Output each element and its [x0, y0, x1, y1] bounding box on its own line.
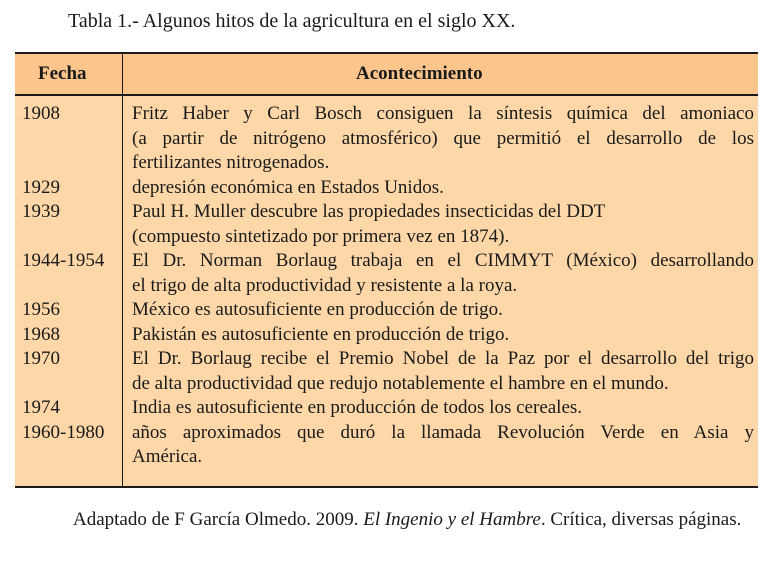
milestones-table: [15, 52, 758, 488]
row-event: [132, 347, 754, 396]
event-line: México es autosuficiente en producción de trigo.: [132, 299, 503, 320]
event-line: (a partir de nitrógeno atmosférico) que permitió el desarrollo de los: [132, 127, 754, 149]
row-date: 1944-1954: [22, 250, 105, 271]
source-note: [15, 508, 758, 532]
row-event: [132, 249, 754, 298]
row-event: [132, 200, 754, 249]
row-date: 1939: [22, 201, 60, 222]
source-book-title: El Ingenio y el Hambre: [363, 509, 541, 530]
table-row: [15, 323, 758, 348]
table-row: [15, 102, 758, 176]
event-line: de alta productividad que redujo notablemente el hambre en el mundo.: [132, 372, 669, 394]
row-date: 1970: [22, 348, 60, 369]
event-line: años aproximados que duró la llamada Revolución Verde en Asia y: [132, 421, 754, 443]
event-line: El Dr. Borlaug recibe el Premio Nobel de la Paz por el desarrollo del trigo: [132, 348, 754, 369]
row-event: [132, 323, 754, 348]
row-event: [132, 298, 754, 323]
row-event: [132, 396, 754, 421]
event-line: India es autosuficiente en producción de todos los cereales.: [132, 397, 583, 418]
row-date: 1960-1980: [22, 421, 105, 443]
event-line: Fritz Haber y Carl Bosch consiguen la síntesis química del amoniaco: [132, 103, 754, 124]
table-row: [15, 176, 758, 201]
event-line: Paul H. Muller descubre las propiedades insecticidas del DDT: [132, 201, 606, 222]
table-row: [15, 347, 758, 396]
row-event: [132, 421, 754, 470]
event-line: Pakistán es autosuficiente en producción de trigo.: [132, 323, 510, 345]
event-line: fertilizantes nitrogenados.: [132, 152, 330, 173]
table-row: [15, 298, 758, 323]
event-line: (compuesto sintetizado por primera vez en 1874).: [132, 225, 510, 247]
row-date: 1968: [22, 323, 60, 345]
column-header-date: Fecha: [38, 63, 87, 84]
row-date: 1956: [22, 299, 60, 320]
source-suffix: . Crítica, diversas páginas.: [540, 509, 742, 530]
column-header-event: Acontecimiento: [356, 63, 483, 84]
event-line: El Dr. Norman Borlaug trabaja en el CIMMYT (México) desarrollando: [132, 250, 754, 271]
table-row: [15, 396, 758, 421]
row-date: 1974: [22, 397, 60, 418]
table-caption: Tabla 1.- Algunos hitos de la agricultura en el siglo XX.: [68, 10, 516, 32]
table-row: [15, 200, 758, 249]
row-event: [132, 176, 754, 201]
table-row: [15, 421, 758, 470]
event-line: depresión económica en Estados Unidos.: [132, 176, 444, 198]
event-line: el trigo de alta productividad y resistente a la roya.: [132, 274, 518, 296]
row-date: 1929: [22, 176, 60, 198]
event-line: América.: [132, 446, 203, 467]
row-event: [132, 102, 754, 176]
table-body: [15, 102, 758, 470]
table-row: [15, 249, 758, 298]
row-date: 1908: [22, 103, 60, 124]
table-header-row: [15, 54, 758, 96]
source-prefix: Adaptado de F García Olmedo. 2009.: [73, 509, 364, 530]
